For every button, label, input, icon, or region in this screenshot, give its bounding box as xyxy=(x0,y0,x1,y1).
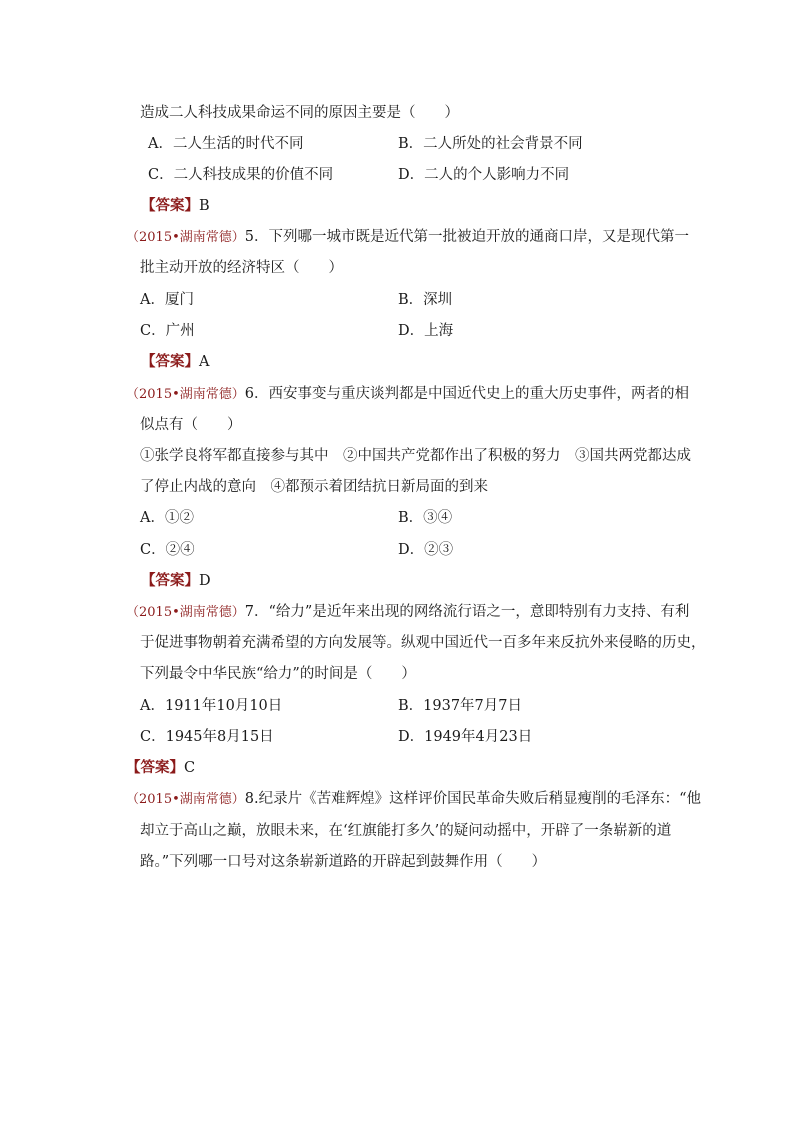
q5-stem-line2: 批主动开放的经济特区（ ） xyxy=(140,260,343,276)
q7-stem-line1: （2015•湖南常德）7．“给力”是近年来出现的网络流行语之一，意即特别有力支持、有利 xyxy=(126,604,690,620)
q6-stem-line1: （2015•湖南常德）6．西安事变与重庆谈判都是中国近代史上的重大历史事件，两者的相 xyxy=(126,386,689,402)
answer-label: 【答案】 xyxy=(141,197,199,214)
q5-option-b: B．深圳 xyxy=(398,292,453,308)
q6-option-d: D．②③ xyxy=(398,542,454,558)
q8-stem-line3: 路。”下列哪一口号对这条崭新道路的开辟起到鼓舞作用（ ） xyxy=(140,854,547,870)
q8-stem-line2: 却立于高山之巅，放眼未来，在‘红旗能打多久’的疑问动摇中，开辟了一条崭新的道 xyxy=(140,823,672,839)
q5-option-c: C．广州 xyxy=(140,323,195,339)
prev-option-a: A．二人生活的时代不同 xyxy=(148,136,304,152)
answer-label: 【答案】 xyxy=(126,759,184,776)
q8-stem-line1: （2015•湖南常德）8.纪录片《苦难辉煌》这样评价国民革命失败后稍显瘦削的毛泽东：“他 xyxy=(126,791,702,807)
answer-value: A xyxy=(199,354,210,370)
q6-option-c: C．②④ xyxy=(140,542,195,558)
q6-items-line2: 了停止内战的意向 ④都预示着团结抗日新局面的到来 xyxy=(140,479,488,495)
answer-label: 【答案】 xyxy=(141,353,199,370)
prev-question-stem: 造成二人科技成果命运不同的原因主要是（ ） xyxy=(140,105,459,121)
prev-option-d: D．二人的个人影响力不同 xyxy=(398,167,570,183)
q6-items-line1: ①张学良将军都直接参与其中 ②中国共产党都作出了积极的努力 ③国共两党都达成 xyxy=(140,448,691,464)
q7-option-d: D．1949年4月23日 xyxy=(398,729,533,745)
q6-source: （2015•湖南常德） xyxy=(126,387,245,402)
q5-stem-line1: （2015•湖南常德）5．下列哪一城市既是近代第一批被迫开放的通商口岸，又是现代第一 xyxy=(126,229,689,245)
q5-option-d: D．上海 xyxy=(398,323,454,339)
q7-source: （2015•湖南常德） xyxy=(126,605,245,620)
answer-value: C xyxy=(184,760,196,776)
prev-answer xyxy=(141,196,210,216)
q7-option-b: B．1937年7月7日 xyxy=(398,698,523,714)
prev-option-b: B．二人所处的社会背景不同 xyxy=(398,136,583,152)
answer-value: D xyxy=(199,573,211,589)
q7-option-c: C．1945年8月15日 xyxy=(140,729,274,745)
q8-source: （2015•湖南常德） xyxy=(126,792,245,807)
q6-option-b: B．③④ xyxy=(398,510,453,526)
q6-stem-line2: 似点有（ ） xyxy=(140,417,242,433)
q5-source: （2015•湖南常德） xyxy=(126,230,245,245)
prev-option-c: C．二人科技成果的价值不同 xyxy=(148,167,334,183)
q7-stem-line3: 下列最令中华民族“给力”的时间是（ ） xyxy=(140,666,416,682)
q6-answer xyxy=(141,571,211,591)
q7-stem-line2: 于促进事物朝着充满希望的方向发展等。纵观中国近代一百多年来反抗外来侵略的历史， xyxy=(140,635,706,651)
q7-answer xyxy=(126,758,195,778)
q7-option-a: A．1911年10月10日 xyxy=(140,698,283,714)
q6-option-a: A．①② xyxy=(140,510,194,526)
q5-option-a: A．厦门 xyxy=(140,292,194,308)
answer-label: 【答案】 xyxy=(141,572,199,589)
q5-answer xyxy=(141,352,209,372)
answer-value: B xyxy=(199,198,210,214)
